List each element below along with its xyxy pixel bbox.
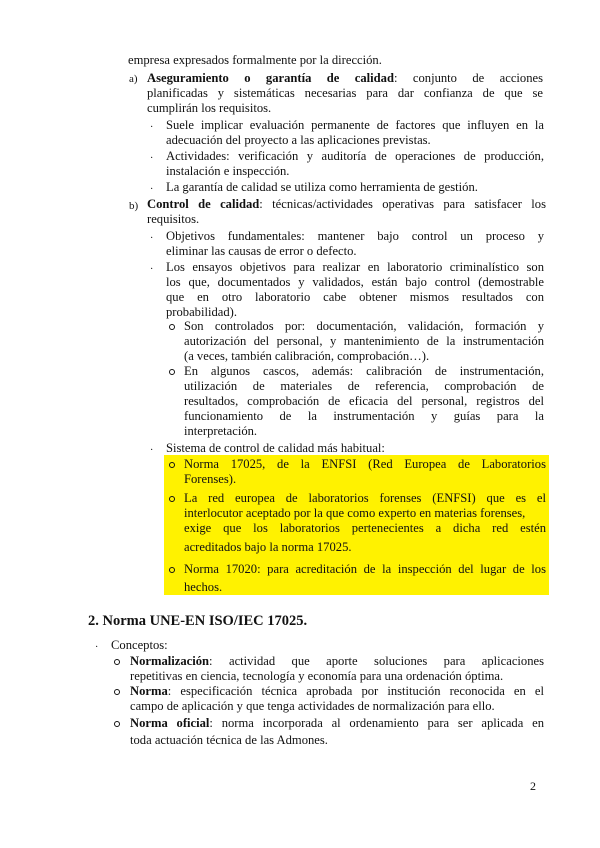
item-a-line-1: Aseguramiento o garantía de calidad: conjunto de acciones — [147, 71, 543, 85]
item-b-bullet-2-line-4: probabilidad). — [166, 305, 237, 319]
intro-line: empresa expresados formalmente por la dirección. — [128, 53, 382, 67]
sub-bullet-1-line-3: (a veces, también calibración, comprobación…). — [184, 349, 430, 363]
concept-2-line-1: Norma: especificación técnica aprobada por institución reconocida en el — [130, 684, 544, 698]
concept-3-line-2: toda actuación técnica de las Admones. — [130, 733, 328, 747]
item-a-line-3: cumplirán los requisitos. — [147, 101, 272, 115]
section-2-heading: 2. Norma UNE-EN ISO/IEC 17025. — [88, 613, 308, 629]
concepts-label: Conceptos: — [111, 638, 168, 652]
bullet-dot: · — [150, 122, 154, 133]
circle-bullet — [169, 567, 175, 573]
item-b-bullet-2-line-3: que en otro laboratorio cabe obtener mismos resultados con — [166, 290, 544, 304]
bullet-dot: · — [150, 184, 154, 195]
highlight-1-line-1: Norma 17025, de la ENFSI (Red Europea de Laboratorios — [184, 457, 546, 471]
concept-2-line-2: campo de aplicación y que tenga actividades de normalización para ello. — [130, 699, 495, 713]
bullet-dot: · — [150, 445, 154, 456]
item-a-marker: a) — [129, 73, 138, 85]
highlight-2-line-2: interlocutor aceptado por la que como experto en materias forenses, — [184, 506, 526, 520]
sub-bullet-1-line-1: Son controlados por: documentación, validación, formación y — [184, 319, 544, 333]
concept-3-line-1: Norma oficial: norma incorporada al ordenamiento para ser aplicada en — [130, 716, 544, 730]
circle-bullet — [169, 369, 175, 375]
concept-1-line-1: Normalización: actividad que aporte soluciones para aplicaciones — [130, 654, 544, 668]
highlight-1-line-2: Forenses). — [184, 472, 237, 486]
circle-bullet — [114, 721, 120, 727]
concept-2-term: Norma — [130, 684, 168, 698]
item-a-bullet-3-line-1: La garantía de calidad se utiliza como herramienta de gestión. — [166, 180, 478, 194]
sub-bullet-2-line-3: resultados, comprobación de eficacia del personal, registros del — [184, 394, 544, 408]
item-b-term: Control de calidad — [147, 197, 260, 211]
bullet-dot: · — [95, 642, 99, 653]
item-a-line-2: planificadas y sistemáticas necesarias para dar confianza de que se — [147, 86, 543, 100]
sub-bullet-2-line-4: funcionamiento de la instrumentación y guías para la — [184, 409, 544, 423]
item-a-bullet-2-line-1: Actividades: verificación y auditoría de operaciones de producción, — [166, 149, 544, 163]
bullet-dot: · — [150, 264, 154, 275]
sub-bullet-2-line-1: En algunos cascos, además: calibración de instrumentación, — [184, 364, 544, 378]
item-a-bullet-2-line-2: instalación e inspección. — [166, 164, 290, 178]
item-a-bullet-1-line-2: adecuación del proyecto a las aplicaciones previstas. — [166, 133, 431, 147]
item-b-bullet-1-line-2: eliminar las causas de error o defecto. — [166, 244, 357, 258]
bullet-dot: · — [150, 233, 154, 244]
bullet-dot: · — [150, 153, 154, 164]
highlight-2-line-4: acreditados bajo la norma 17025. — [184, 540, 352, 554]
item-b-line-2: requisitos. — [147, 212, 200, 226]
highlight-2-line-1: La red europea de laboratorios forenses (ENFSI) que es el — [184, 491, 546, 505]
sub-bullet-1-line-2: autorización del personal, y mantenimiento de la instrumentación — [184, 334, 544, 348]
circle-bullet — [169, 496, 175, 502]
circle-bullet — [114, 689, 120, 695]
highlight-3-line-1: Norma 17020: para acreditación de la inspección del lugar de los — [184, 562, 546, 576]
circle-bullet — [169, 324, 175, 330]
item-b-bullet-1-line-1: Objetivos fundamentales: mantener bajo control un proceso y — [166, 229, 544, 243]
circle-bullet — [114, 659, 120, 665]
item-b-bullet-2-line-1: Los ensayos objetivos para realizar en laboratorio criminalístico son — [166, 260, 544, 274]
item-a-bullet-1-line-1: Suele implicar evaluación permanente de factores que influyen en la — [166, 118, 544, 132]
concept-1-term: Normalización — [130, 654, 210, 668]
item-b-line-1: Control de calidad: técnicas/actividades operativas para satisfacer los — [147, 197, 547, 211]
circle-bullet — [169, 462, 175, 468]
system-bullet: Sistema de control de calidad más habitual: — [166, 441, 385, 455]
highlight-2-line-3: exige que los laboratorios pertenecientes a dicha red estén — [184, 521, 546, 535]
item-b-bullet-2-line-2: los que, documentados y validados, están bajo control (demostrable — [166, 275, 544, 289]
sub-bullet-2-line-5: interpretación. — [184, 424, 258, 438]
concept-1-line-2: repetitivas en ciencia, tecnología y economía para una ordenación óptima. — [130, 669, 504, 683]
item-a-term: Aseguramiento o garantía de calidad — [147, 71, 394, 85]
concept-3-term: Norma oficial — [130, 716, 210, 730]
highlight-3-line-2: hechos. — [184, 580, 223, 594]
sub-bullet-2-line-2: utilización de materiales de referencia, comprobación de — [184, 379, 544, 393]
item-b-marker: b) — [129, 200, 139, 212]
page-number: 2 — [530, 779, 536, 793]
